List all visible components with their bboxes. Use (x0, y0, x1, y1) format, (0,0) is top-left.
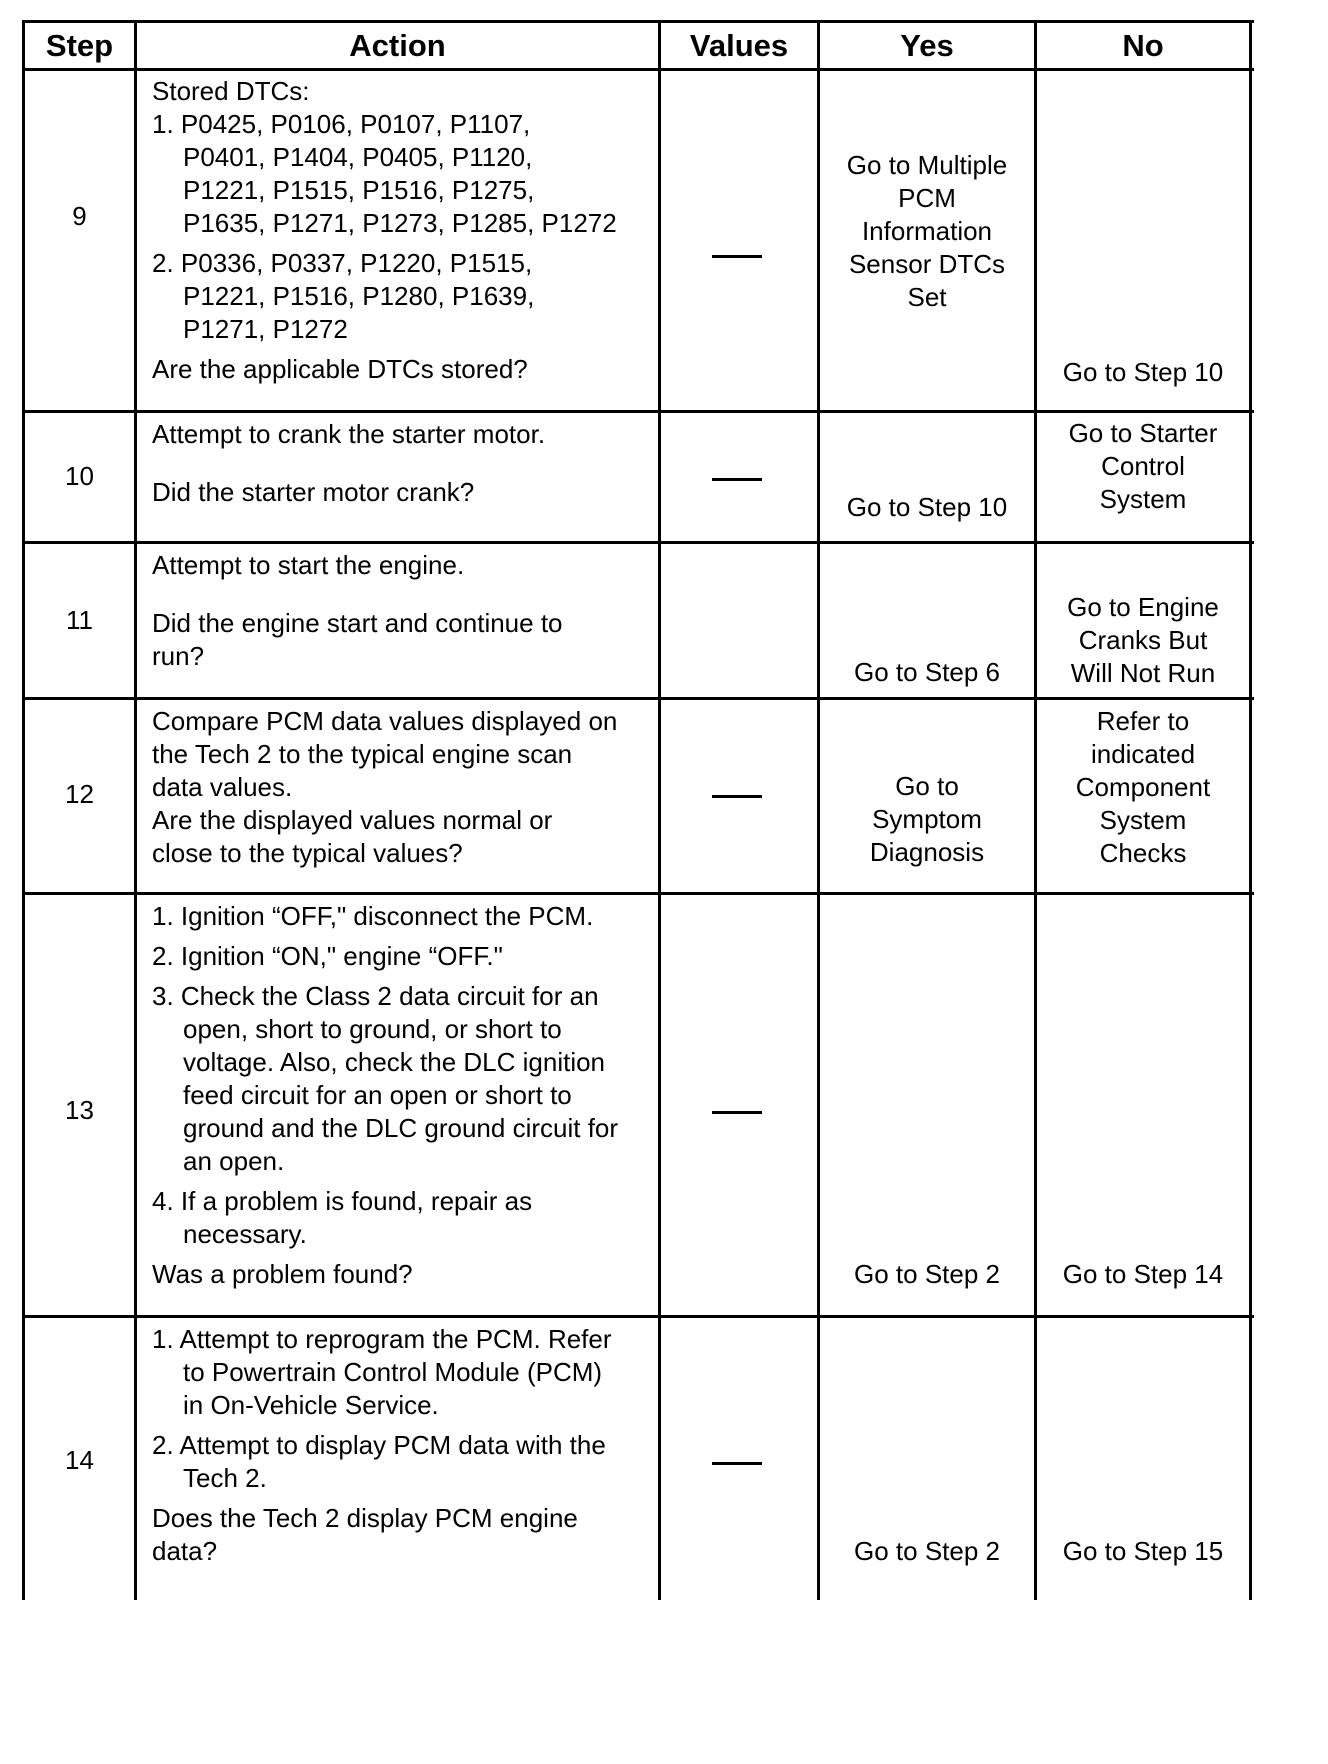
action-line: 2. Attempt to display PCM data with the (152, 1430, 606, 1460)
action-line: Stored DTCs: (152, 76, 310, 106)
no-result (1037, 1535, 1249, 1568)
action-line: necessary. (183, 1219, 307, 1249)
action-line: P1271, P1272 (183, 314, 348, 344)
action-line: voltage. Also, check the DLC ignition (183, 1047, 606, 1077)
yes-result (820, 656, 1034, 689)
action-line: Compare PCM data values displayed on (152, 706, 618, 736)
action-line: the Tech 2 to the typical engine scan (152, 739, 573, 769)
action-line: Attempt to start the engine. (152, 550, 465, 580)
no-line: Go to Engine (1067, 592, 1219, 622)
row-divider (22, 541, 1254, 544)
header-step: Step (45, 28, 114, 63)
action-line: P1221, P1515, P1516, P1275, (183, 175, 535, 205)
no-line: System (1099, 484, 1187, 514)
action-line: Did the starter motor crank? (152, 477, 475, 507)
no-line: Refer to (1096, 706, 1190, 736)
action-line: Tech 2. (183, 1463, 267, 1493)
row-divider (22, 410, 1254, 413)
action-line: 4. If a problem is found, repair as (152, 1186, 533, 1216)
action-line: Are the displayed values normal or (152, 805, 553, 835)
action-line: Was a problem found? (152, 1259, 413, 1289)
yes-line: Go to (895, 771, 959, 801)
header-no: No (1122, 28, 1164, 63)
table-border-right (1249, 20, 1252, 1600)
row-divider (22, 68, 1254, 71)
yes-line: Symptom (872, 804, 982, 834)
no-result (1037, 705, 1249, 870)
action-line: data values. (152, 772, 293, 802)
action-line: data? (152, 1536, 218, 1566)
no-line: Will Not Run (1070, 658, 1216, 688)
no-line: System (1099, 805, 1187, 835)
no-line: Checks (1099, 838, 1187, 868)
step-number: 13 (65, 1095, 94, 1125)
yes-line: PCM (898, 183, 956, 213)
values-dash (712, 478, 762, 481)
action-line: close to the typical values? (152, 838, 463, 868)
action-line: ground and the DLC ground circuit for (183, 1113, 619, 1143)
no-line: Go to Starter (1068, 418, 1218, 448)
no-result (1037, 591, 1249, 690)
yes-line: Diagnosis (869, 837, 985, 867)
action-line: 2. P0336, P0337, P1220, P1515, (152, 248, 533, 278)
yes-result (820, 770, 1034, 869)
values-dash (712, 795, 762, 798)
action-line: 1. P0425, P0106, P0107, P1107, (152, 109, 531, 139)
no-line: Go to Step 14 (1062, 1259, 1224, 1289)
no-result (1037, 417, 1249, 516)
action-line: feed circuit for an open or short to (183, 1080, 572, 1110)
action-line: to Powertrain Control Module (PCM) (183, 1357, 603, 1387)
values-dash (712, 1111, 762, 1114)
action-line: in On-Vehicle Service. (183, 1390, 439, 1420)
no-line: Go to Step 15 (1062, 1536, 1224, 1566)
action-line: run? (152, 641, 205, 671)
action-line: 1. Ignition “OFF," disconnect the PCM. (152, 901, 594, 931)
header-values: Values (689, 28, 789, 63)
action-text (137, 418, 658, 509)
action-text (137, 549, 658, 673)
action-text (137, 75, 658, 386)
yes-result (820, 1258, 1034, 1291)
no-line: indicated (1090, 739, 1196, 769)
action-text (137, 900, 658, 1291)
action-text (137, 705, 658, 870)
header-yes: Yes (900, 28, 954, 63)
action-line: Does the Tech 2 display PCM engine (152, 1503, 578, 1533)
column-divider (658, 20, 661, 1600)
yes-line: Sensor DTCs (848, 249, 1006, 279)
action-line: open, short to ground, or short to (183, 1014, 562, 1044)
values-dash (712, 1462, 762, 1465)
diagnostic-table (22, 20, 1254, 1600)
yes-line: Go to Step 2 (854, 1259, 1000, 1289)
step-number: 12 (65, 779, 94, 809)
row-divider (22, 697, 1254, 700)
yes-line: Set (907, 282, 947, 312)
action-line: 3. Check the Class 2 data circuit for an (152, 981, 599, 1011)
yes-result (820, 491, 1034, 524)
action-line: P1635, P1271, P1273, P1285, P1272 (183, 208, 617, 238)
no-line: Go to Step 10 (1062, 357, 1224, 387)
no-result (1037, 356, 1249, 389)
yes-line: Go to Step 10 (846, 492, 1008, 522)
action-line: Did the engine start and continue to (152, 608, 563, 638)
step-number: 14 (65, 1445, 94, 1475)
no-line: Cranks But (1078, 625, 1208, 655)
yes-line: Go to Multiple (846, 150, 1008, 180)
step-number: 11 (66, 605, 93, 635)
header-action: Action (349, 28, 446, 63)
no-result (1037, 1258, 1249, 1291)
yes-line: Go to Step 6 (854, 657, 1000, 687)
step-number: 9 (72, 200, 87, 231)
no-line: Control (1101, 451, 1185, 481)
yes-result (820, 149, 1034, 314)
action-line: 1. Attempt to reprogram the PCM. Refer (152, 1324, 612, 1354)
action-line: P0401, P1404, P0405, P1120, (183, 142, 533, 172)
action-line: P1221, P1516, P1280, P1639, (183, 281, 535, 311)
step-number: 10 (65, 461, 94, 491)
yes-result (820, 1535, 1034, 1568)
action-text (137, 1323, 658, 1568)
no-line: Component (1075, 772, 1211, 802)
yes-line: Go to Step 2 (854, 1536, 1000, 1566)
action-line: an open. (183, 1146, 285, 1176)
row-divider (22, 1315, 1254, 1318)
action-line: Are the applicable DTCs stored? (152, 354, 528, 384)
action-line: Attempt to crank the starter motor. (152, 419, 546, 449)
values-dash (712, 255, 762, 258)
action-line: 2. Ignition “ON," engine “OFF." (152, 941, 503, 971)
yes-line: Information (861, 216, 993, 246)
row-divider (22, 892, 1254, 895)
